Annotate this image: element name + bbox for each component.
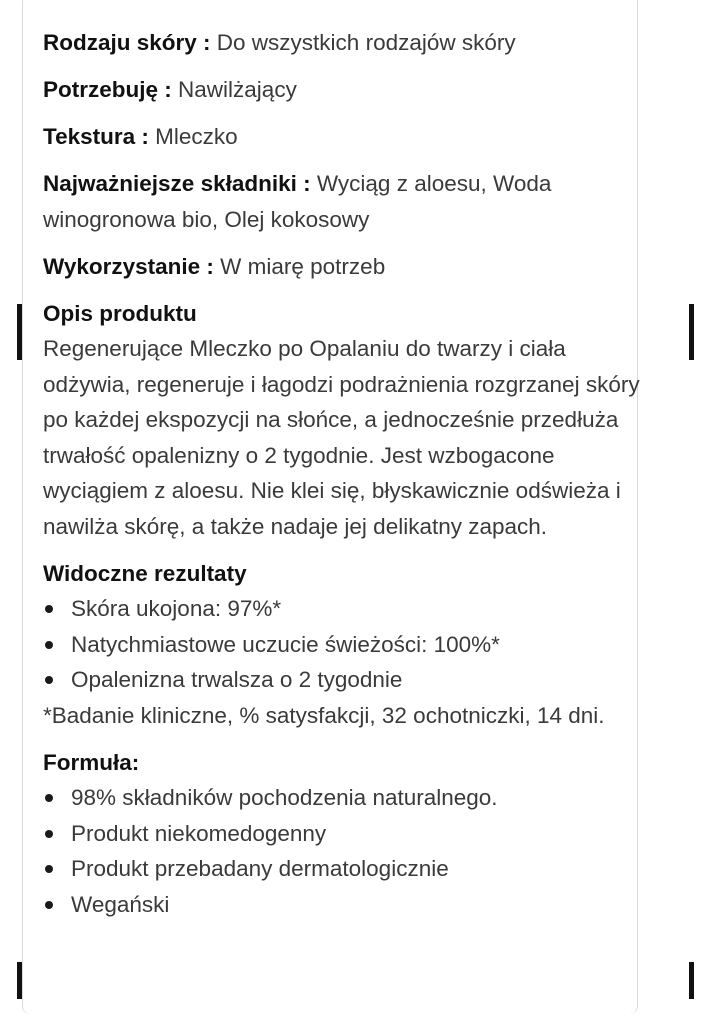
attribute-key: Potrzebuję bbox=[43, 77, 159, 102]
attribute-separator: : bbox=[135, 124, 156, 149]
description-text: Regenerujące Mleczko po Opalaniu do twarzy i ciała odżywia, regeneruje i łagodzi podrażnienia rozgrzanej skóry po każdej ekspozycji na słońce, a jednocześnie przedłuża trwałość opalenizny o 2 tygodnie. Jest wzbogacone wyciągiem z aloesu. Nie klei się, błyskawicznie odświeża i nawilża skórę, a także nadaje jej delikatny zapach. bbox=[43, 336, 640, 539]
attribute-texture bbox=[43, 119, 641, 155]
attribute-key: Rodzaju skóry bbox=[43, 30, 197, 55]
list-item: Natychmiastowe uczucie świeżości: 100%* bbox=[43, 627, 641, 663]
attribute-separator: : bbox=[196, 30, 217, 55]
attribute-key: Najważniejsze składniki bbox=[43, 171, 297, 196]
results-footnote: *Badanie kliniczne, % satysfakcji, 32 ochotniczki, 14 dni. bbox=[43, 702, 605, 728]
right-edge-marker-top bbox=[689, 304, 694, 360]
attribute-value: W miarę potrzeb bbox=[220, 253, 386, 279]
attribute-value: Wyciąg z aloesu, Woda winogronowa bio, Olej kokosowy bbox=[43, 171, 552, 232]
attribute-usage bbox=[43, 249, 641, 285]
list-item: Produkt niekomedogenny bbox=[43, 816, 641, 852]
right-edge-marker-bottom bbox=[689, 962, 694, 999]
attribute-key: Tekstura bbox=[43, 124, 136, 149]
attribute-value: Do wszystkich rodzajów skóry bbox=[216, 30, 516, 55]
list-item: 98% składników pochodzenia naturalnego. bbox=[43, 780, 641, 816]
formula-title: Formuła: bbox=[43, 749, 140, 775]
attribute-separator: : bbox=[296, 171, 317, 196]
description-title: Opis produktu bbox=[43, 300, 197, 326]
list-item: Produkt przebadany dermatologicznie bbox=[43, 851, 641, 887]
product-details-content bbox=[43, 25, 641, 922]
results-title: Widoczne rezultaty bbox=[43, 560, 247, 586]
attribute-separator: : bbox=[158, 77, 179, 102]
attribute-value: Nawilżający bbox=[178, 77, 297, 102]
formula-list bbox=[43, 780, 641, 922]
attribute-value: Mleczko bbox=[155, 124, 238, 149]
attribute-key-ingredients bbox=[43, 166, 641, 237]
results-list bbox=[43, 591, 641, 698]
list-item: Wegański bbox=[43, 887, 641, 923]
list-item: Opalenizna trwalsza o 2 tygodnie bbox=[43, 662, 641, 698]
attribute-need bbox=[43, 72, 641, 108]
attribute-separator: : bbox=[200, 253, 221, 279]
attribute-skin-type bbox=[43, 25, 641, 61]
attribute-key: Wykorzystanie bbox=[43, 253, 201, 279]
list-item: Skóra ukojona: 97%* bbox=[43, 591, 641, 627]
